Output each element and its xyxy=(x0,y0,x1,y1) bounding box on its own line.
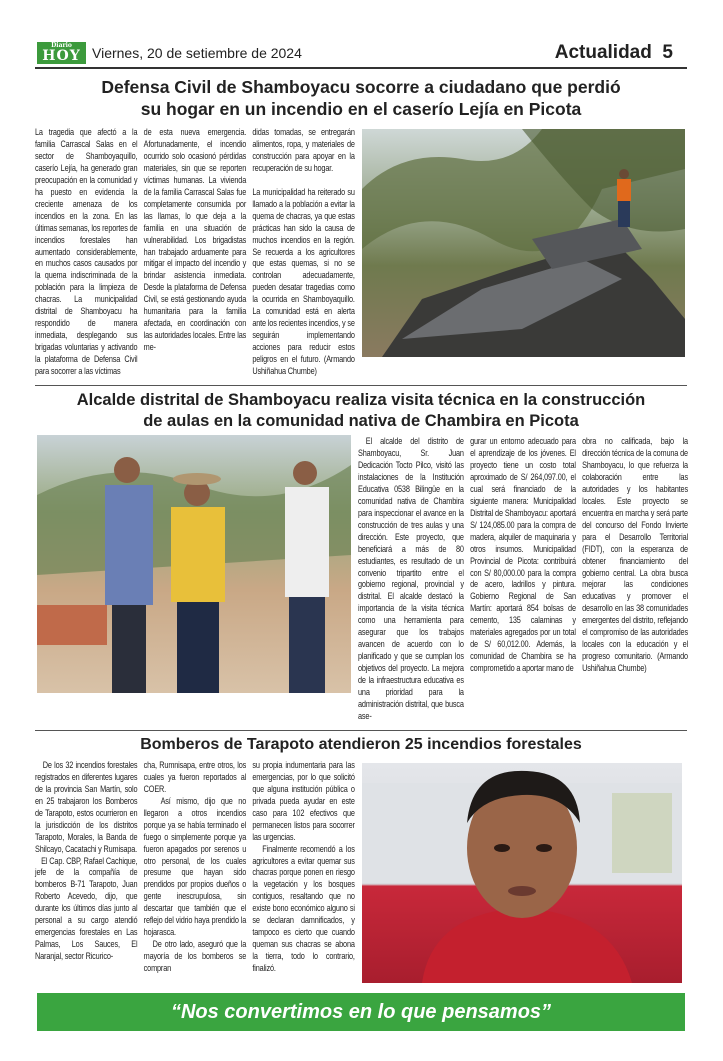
article-column: El alcalde del distrito de Shamboyacu, Sr. Juan Dedicación Tocto Pilco, visitó las instalaciones de la Institución Educativa 0538 Bilingüe en la comunidad nativa de Chambira para inspeccionar el avance en la construcción de tres aulas y una dirección. Este proyecto, que beneficiará a más de 80 estudiantes, es resultado de un convenio tripartito entre el gobierno regional, provincial y distrital. El alcalde destacó la importancia de la visita técnica como una herramienta para asegurar que los trabajos avancen de acuerdo con lo planificado y que se cumplan los objetivos del proyecto. La mejora de la infraestructura educativa es una prioridad para la administración distrital, que busca ase- xyxy=(358,435,464,721)
paragraph: De los 32 incendios forestales registrados en diferentes lugares de la provincia San Martín, solo en 25 trabajaron los Bomberos de Tarapoto, estos ocurrieron en la jurisdicción de los distritos Tarapoto, Morales, la Banda de Shilcayo, Cacatachi y Rumisapa. xyxy=(35,758,138,854)
paragraph: De otro lado, aseguró que la mayoría de los bomberos se compran xyxy=(143,938,247,974)
article2-body-inner xyxy=(358,435,688,722)
paragraph: Así mismo, dijo que no llegaron a otros incendios porque ya se había terminado el fuego o simplemente porque ya fueron apagados por serenos u otro personal, de los cuales presume que hayan sido prendidos por propios dueños o gente inescrupulosa, sin descartar que también que el reflejo del vidrio haya prendido la hojarasca. xyxy=(143,794,247,938)
page-header xyxy=(35,41,687,65)
paragraph: La municipalidad ha reiterado su llamado a la población a evitar la quema de chacras, ya que estas prácticas han sido la causa de muchos incendios en la región. Se recuerda a los agricultores que estas quemas, si no se controlan adecuadamente, pueden desatar tragedias como la ocurrida en Shamboyaquillo. La comunidad está en alerta ante los recientes incendios, y se seguirán implementando acciones para reducir estos peligros en el futuro. (Armando Ushiñahua Chumbe) xyxy=(252,185,355,377)
officials-illustration xyxy=(37,435,351,693)
article2-body-slot xyxy=(358,435,688,722)
article-column: La tragedia que afectó a la familia Carrascal Salas en el sector de Shamboyaquillo, caserío Lejía, ha generado gran preocupación en la comunidad y ha puesto en evidencia la creciente amenaza de los incendios en la zona. En las últimas semanas, los reportes de incendios forestales han aumentado considerablemente, en muchos casos causados por la quema indiscriminada de la población para la limpieza de chacras. La municipalidad distrital de Shamboyacu ha respondido de manera inmediata, desplegando sus brigadas voluntarias y activando la plataforma de Defensa Civil para socorrer a las víctimas xyxy=(35,126,138,377)
section-divider xyxy=(35,385,687,386)
article3-body-inner xyxy=(35,759,355,974)
newspaper-logo xyxy=(37,42,86,64)
portrait-illustration xyxy=(362,763,682,983)
section-header xyxy=(555,42,673,64)
quote-banner: “Nos convertimos en lo que pensamos” xyxy=(37,993,685,1031)
article1-row xyxy=(35,126,687,377)
section-divider xyxy=(35,730,687,731)
article1-body-inner xyxy=(35,126,355,377)
section-name: Actualidad xyxy=(554,42,652,63)
article2-body xyxy=(358,435,688,722)
logo-big-text: HOY xyxy=(42,48,81,64)
paragraph: Finalmente recomendó a los agricultores a evitar quemar sus chacras porque ponen en riesgo la vegetación y los bosques contiguos, resaltando que no existe bono económico alguno si se declaran damnificados, y tampoco es cierto que cuando queman sus chacras se abona la tierra, todo lo contrario, finalizó. xyxy=(252,842,355,974)
headline-line: su hogar en un incendio en el caserío Lejía en Picota xyxy=(140,99,582,119)
headline-line: Defensa Civil de Shamboyacu socorre a ciudadano que perdió xyxy=(101,77,621,97)
headline-line: Alcalde distrital de Shamboyacu realiza visita técnica en la construcción xyxy=(76,391,646,410)
article-column: gurar un entorno adecuado para el aprendizaje de los jóvenes. El proyecto tiene un costo total aproximado de S/ 264,097.00, el cual será financiado de la siguiente manera: Municipalidad Distrital de Shamboyacu: aportará S/ 124,085.00 para la compra de madera, alquiler de maquinaria y otros insumos. Municipalidad Provincial de Picota: contribuirá con S/ 80,000.00 para la compra de acero, ladrillos y pintura. Gobierno Regional de San Martín: aportará 854 bolsas de cemento, 135 calaminas y materiales agregados por un total de S/ 60,012.00. Además, la comunidad de Chambira se ha comprometido a aportar mano de xyxy=(470,435,576,674)
page-number: 5 xyxy=(662,42,673,63)
article1-body xyxy=(35,126,355,377)
article1-body-slot xyxy=(35,126,355,377)
article3-body xyxy=(35,759,355,974)
fire-ruins-illustration xyxy=(362,129,685,357)
article-column xyxy=(252,126,354,377)
headline-line: de aulas en la comunidad nativa de Chambira en Picota xyxy=(143,412,579,431)
article-column: de esta nueva emergencia. Afortunadamente, el incendio ocurrido solo ocasionó pérdidas materiales, sin que se reporten víctimas humanas. La vivienda de la familia Carrascal Salas fue completamente consumida por las llamas, lo que deja a la familia en una situación de vulnerabilidad. Los brigadistas han trabajado arduamente para mitigar el impacto del incendio y brindar asistencia inmediata. Desde la plataforma de Defensa Civil, se está gestionando ayuda humanitaria para la familia afectada, en coordinación con las autoridades locales. Entre las me- xyxy=(143,126,247,353)
logo-small-text: Diario xyxy=(51,42,72,49)
article3-body-slot xyxy=(35,759,355,974)
article-column xyxy=(35,759,137,974)
header-rule xyxy=(35,67,687,69)
firefighter-portrait-photo xyxy=(362,763,682,983)
article2-row xyxy=(35,435,687,722)
officials-visit-photo xyxy=(37,435,351,693)
paragraph: su propia indumentaria para las emergencias, por lo que solicitó que alguna institución pública o privada pueda ayudar en este caso para 102 efectivos que permanecen listos para socorrer las urgencias. xyxy=(252,758,355,842)
paragraph: El Cap. CBP, Rafael Cachique, jefe de la compañía de bomberos B-71 Tarapoto, Juan Roberto Acevedo, dijo, que durante los últimos días junto al personal a su cargo atendió emergencias forestales en Las Palmas, Los Sauces, El Naranjal, sector Ricurico- xyxy=(35,854,138,962)
issue-date: Viernes, 20 de setiembre de 2024 xyxy=(92,45,302,61)
article3-headline: Bomberos de Tarapoto atendieron 25 incendios forestales xyxy=(140,735,582,753)
paragraph: cha, Rumnisapa, entre otros, los cuales ya fueron reportados al COER. xyxy=(143,758,247,794)
article1-headline xyxy=(35,76,687,120)
article2-headline xyxy=(35,390,687,432)
article3-row xyxy=(35,759,687,983)
article-column: obra no calificada, bajo la dirección técnica de la comuna de Shamboyacu, lo que refuerza la colaboración entre las autoridades y los habitantes locales. Este proyecto se encuentra en marcha y será parte del concurso del Fondo Invierte para el Desarrollo Territorial (FIDT), con la esperanza de obtener financiamiento del gobierno central. La obra busca mejorar las condiciones educativas y promover el desarrollo en las 38 comunidades emergentes del distrito, reflejando el compromiso de las autoridades locales con la educación y el progreso comunitario. (Armando Ushiñahua Chumbe) xyxy=(582,435,688,674)
article-column xyxy=(252,759,354,974)
article-column xyxy=(144,759,246,974)
fire-ruins-photo xyxy=(362,129,685,357)
paragraph: didas tomadas, se entregarán alimentos, ropa, y materiales de construcción para apoyar en la recuperación de su hogar. xyxy=(252,126,355,173)
